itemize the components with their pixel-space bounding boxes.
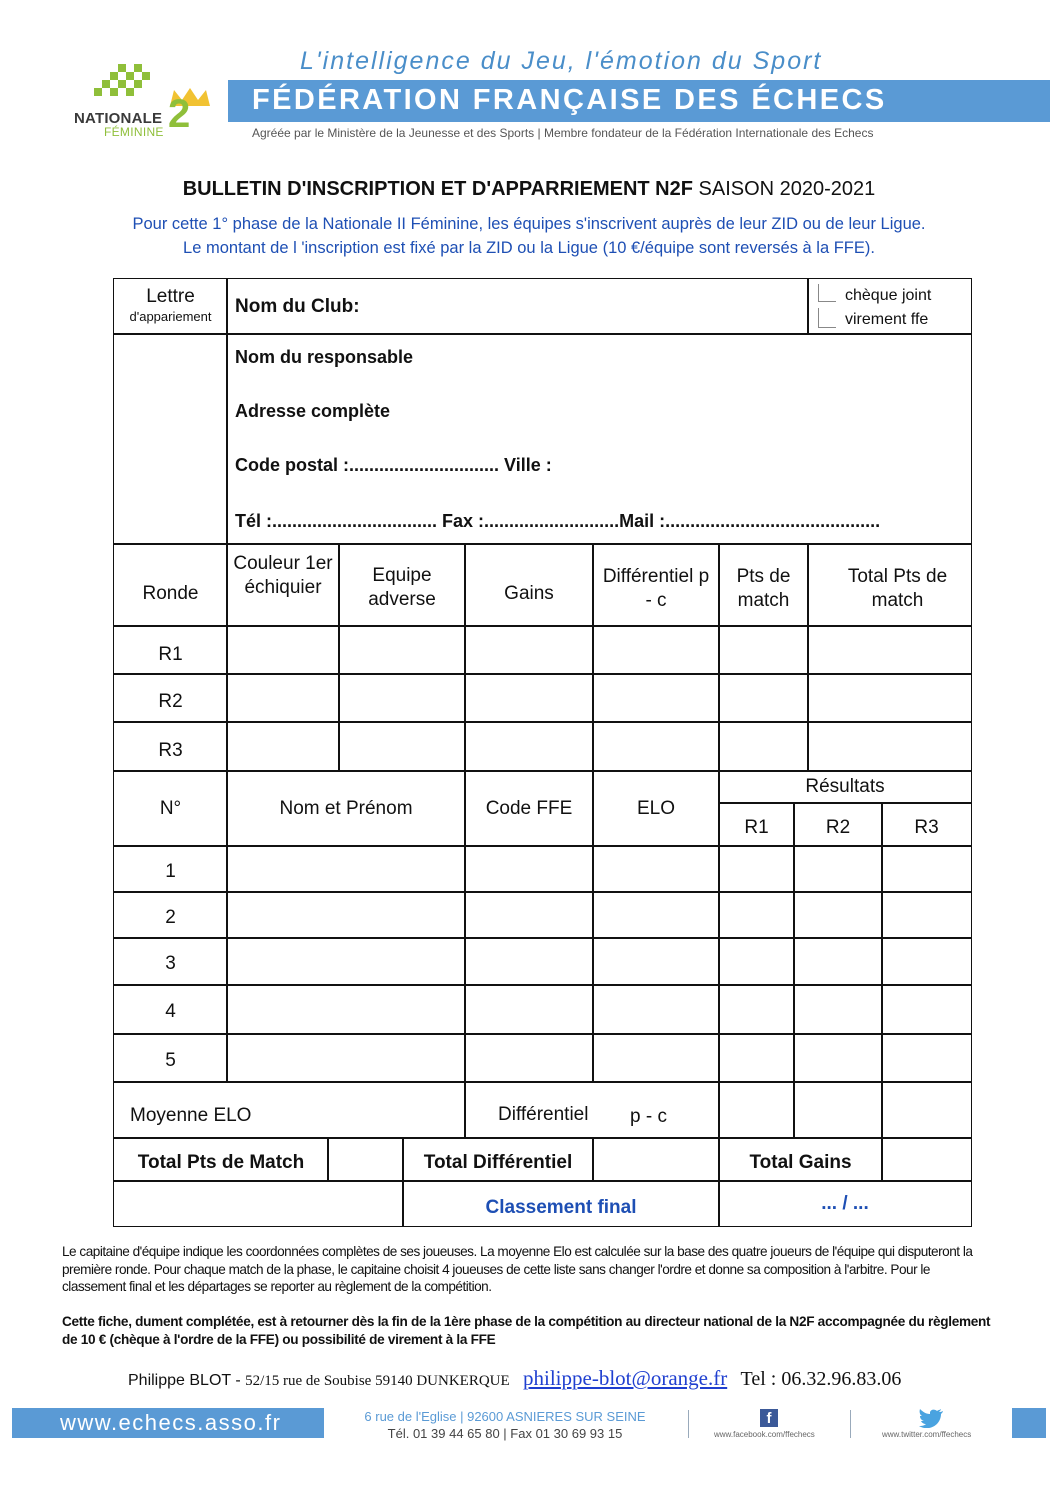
contact-address: 52/15 rue de Soubise 59140 DUNKERQUE [245,1373,510,1389]
round-input-cell[interactable] [592,625,720,675]
classement-value: ... / ... [821,1193,869,1214]
result-total-cell[interactable] [881,1081,972,1139]
player-num: 2 [165,907,176,928]
player-input-cell[interactable] [718,984,795,1035]
name-header: Nom et Prénom [279,798,413,819]
footer-divider [688,1410,689,1438]
footer-bar-right [1012,1408,1046,1438]
player-input-cell[interactable] [592,845,720,893]
player-input-cell[interactable] [464,984,594,1035]
player-input-cell[interactable] [226,984,466,1035]
result-total-cell[interactable] [718,1081,795,1139]
footer-address-line2: Tél. 01 39 44 65 80 | Fax 01 30 69 93 15 [387,1426,623,1441]
player-input-cell[interactable] [464,937,594,986]
return-note: Cette fiche, dument complétée, est à retourner dès la fin de la 1ère phase de la compétition au directeur national de la N2F accompagnée du règlement de 10 € (chèque à l'ordre de la FFE) ou possibilité de virement à la FFE [62,1314,991,1347]
round-input-cell[interactable] [807,625,972,675]
round-label: R1 [158,644,183,665]
title-main: BULLETIN D'INSCRIPTION ET D'APPARRIEMENT N2F [182,178,693,200]
round-label: R2 [158,691,183,712]
round-input-cell[interactable] [338,625,466,675]
virement-label: virement ffe [845,311,929,328]
player-input-cell[interactable] [881,845,972,893]
ronde-header: Ronde [142,583,199,604]
round-label: R3 [158,740,183,761]
result-col-header: R3 [914,817,939,838]
player-num: 1 [165,861,176,882]
federation-name: FÉDÉRATION FRANÇAISE DES ÉCHECS [252,84,887,116]
round-input-cell[interactable] [464,625,594,675]
footer-address-line1: 6 rue de l'Eglise | 92600 ASNIERES SUR SEINE [364,1409,646,1424]
player-input-cell[interactable] [718,891,795,939]
logo-nationale: NATIONALE [74,110,163,127]
elo-header: ELO [636,798,676,819]
gains-header: Gains [504,583,554,604]
result-col-header: R2 [825,817,851,838]
player-input-cell[interactable] [793,891,883,939]
result-total-cell[interactable] [793,1081,883,1139]
lettre-label: Lettre [146,286,195,307]
player-num: 5 [165,1050,176,1071]
total-diff-input[interactable] [592,1137,720,1182]
player-input-cell[interactable] [226,937,466,986]
round-input-cell[interactable] [807,673,972,723]
classement-label: Classement final [485,1197,637,1218]
player-input-cell[interactable] [718,937,795,986]
player-input-cell[interactable] [464,845,594,893]
contact-name: Philippe BLOT - [128,1372,246,1389]
logo-flag-icon [88,60,168,112]
results-header: Résultats [805,776,885,797]
player-input-cell[interactable] [226,1033,466,1083]
notes-paragraph: Le capitaine d'équipe indique les coordonnées complètes de ses joueuses. La moyenne Elo est calculée sur la base des quatre joueurs de l'équipe qui disputeront la première ronde. Pour chaque match de la phase, le capitaine choisit 4 joueuses de cette liste sans changer l'ordre et donne sa composition à l'arbitre. Pour le classement final et les départages se reporter au règlement de la compétition. [62,1244,973,1294]
contact-line [128,1366,901,1391]
differentiel-label: Différentiel [498,1104,589,1125]
player-input-cell[interactable] [226,845,466,893]
moyenne-label: Moyenne ELO [130,1105,252,1126]
round-input-cell[interactable] [807,721,972,772]
couleur-header: Couleur 1er échiquier [233,553,333,598]
result-col-header: R1 [744,817,769,838]
subtitle-line1: Pour cette 1° phase de la Nationale II Féminine, les équipes s'inscrivent auprès de leur ZID ou de leur Ligue. [132,215,926,233]
total-pts-header: Total Pts de match [847,566,948,611]
player-input-cell[interactable] [881,937,972,986]
logo-feminine: FÉMININE [104,125,164,139]
pts-header: Pts de match [736,566,791,611]
code-header: Code FFE [485,798,573,819]
total-pts-input[interactable] [327,1137,404,1182]
round-input-cell[interactable] [464,721,594,772]
player-num: 3 [165,953,176,974]
player-input-cell[interactable] [793,984,883,1035]
pc-label: p - c [630,1106,667,1127]
cheque-checkbox[interactable] [818,284,836,302]
subtitle-line2: Le montant de l 'inscription est fixé par la ZID ou la Ligue (10 €/équipe sont reversés à la FFE). [183,239,875,257]
tel-label: Tél :................................. Fax :...........................Mail :........................................... [235,511,881,531]
facebook-icon[interactable]: f [760,1409,778,1427]
adverse-header: Equipe adverse [368,565,436,610]
round-input-cell[interactable] [718,721,809,772]
round-input-cell[interactable] [464,673,594,723]
total-pts-label: Total Pts de Match [137,1152,305,1173]
round-input-cell[interactable] [226,721,340,772]
player-input-cell[interactable] [592,891,720,939]
total-gains-input[interactable] [881,1137,972,1182]
round-input-cell[interactable] [718,673,809,723]
twitter-url[interactable]: www.twitter.com/ffechecs [882,1430,972,1439]
facebook-url[interactable]: www.facebook.com/ffechecs [714,1430,815,1439]
player-input-cell[interactable] [718,845,795,893]
header-subline: Agréée par le Ministère de la Jeunesse et des Sports | Membre fondateur de la Fédération Internationale des Echecs [252,126,874,140]
club-name-label: Nom du Club: [235,296,360,317]
cheque-label: chèque joint [845,287,932,304]
footer-address [350,1408,660,1442]
logo-number: 2 [168,92,191,136]
total-gains-label: Total Gains [749,1152,852,1173]
player-input-cell[interactable] [592,937,720,986]
tagline: L'intelligence du Jeu, l'émotion du Sport [300,47,823,75]
player-input-cell[interactable] [718,1033,795,1083]
footer-divider [850,1410,851,1438]
round-input-cell[interactable] [718,625,809,675]
player-input-cell[interactable] [464,891,594,939]
website-link[interactable]: www.echecs.asso.fr [60,1410,282,1435]
num-header: N° [159,798,182,819]
contact-tel: Tel : 06.32.96.83.06 [740,1368,902,1390]
round-input-cell[interactable] [338,721,466,772]
player-num: 4 [165,1001,176,1022]
title-season: SAISON 2020-2021 [692,178,876,200]
player-input-cell[interactable] [226,891,466,939]
player-input-cell[interactable] [881,1033,972,1083]
round-input-cell[interactable] [338,673,466,723]
lettre-body-cell [113,333,228,545]
player-input-cell[interactable] [592,984,720,1035]
page-title [0,178,1058,201]
player-input-cell[interactable] [793,937,883,986]
player-input-cell[interactable] [881,984,972,1035]
player-input-cell[interactable] [592,1033,720,1083]
player-input-cell[interactable] [793,845,883,893]
classement-blank-cell [113,1180,404,1227]
code-postal-label: Code postal :.............................. Ville : [235,455,552,475]
responsable-label: Nom du responsable [235,347,414,367]
twitter-icon[interactable] [918,1408,944,1428]
adresse-label: Adresse complète [235,401,391,421]
player-input-cell[interactable] [881,891,972,939]
round-input-cell[interactable] [592,673,720,723]
diff-header: Différentiel p - c [602,566,710,611]
total-diff-label: Total Différentiel [423,1152,573,1173]
player-input-cell[interactable] [464,1033,594,1083]
lettre-sublabel: d'appariement [129,309,212,324]
virement-checkbox[interactable] [818,308,836,328]
round-input-cell[interactable] [592,721,720,772]
email-link[interactable]: philippe-blot@orange.fr [523,1366,728,1390]
round-input-cell[interactable] [226,625,340,675]
round-input-cell[interactable] [226,673,340,723]
player-input-cell[interactable] [793,1033,883,1083]
